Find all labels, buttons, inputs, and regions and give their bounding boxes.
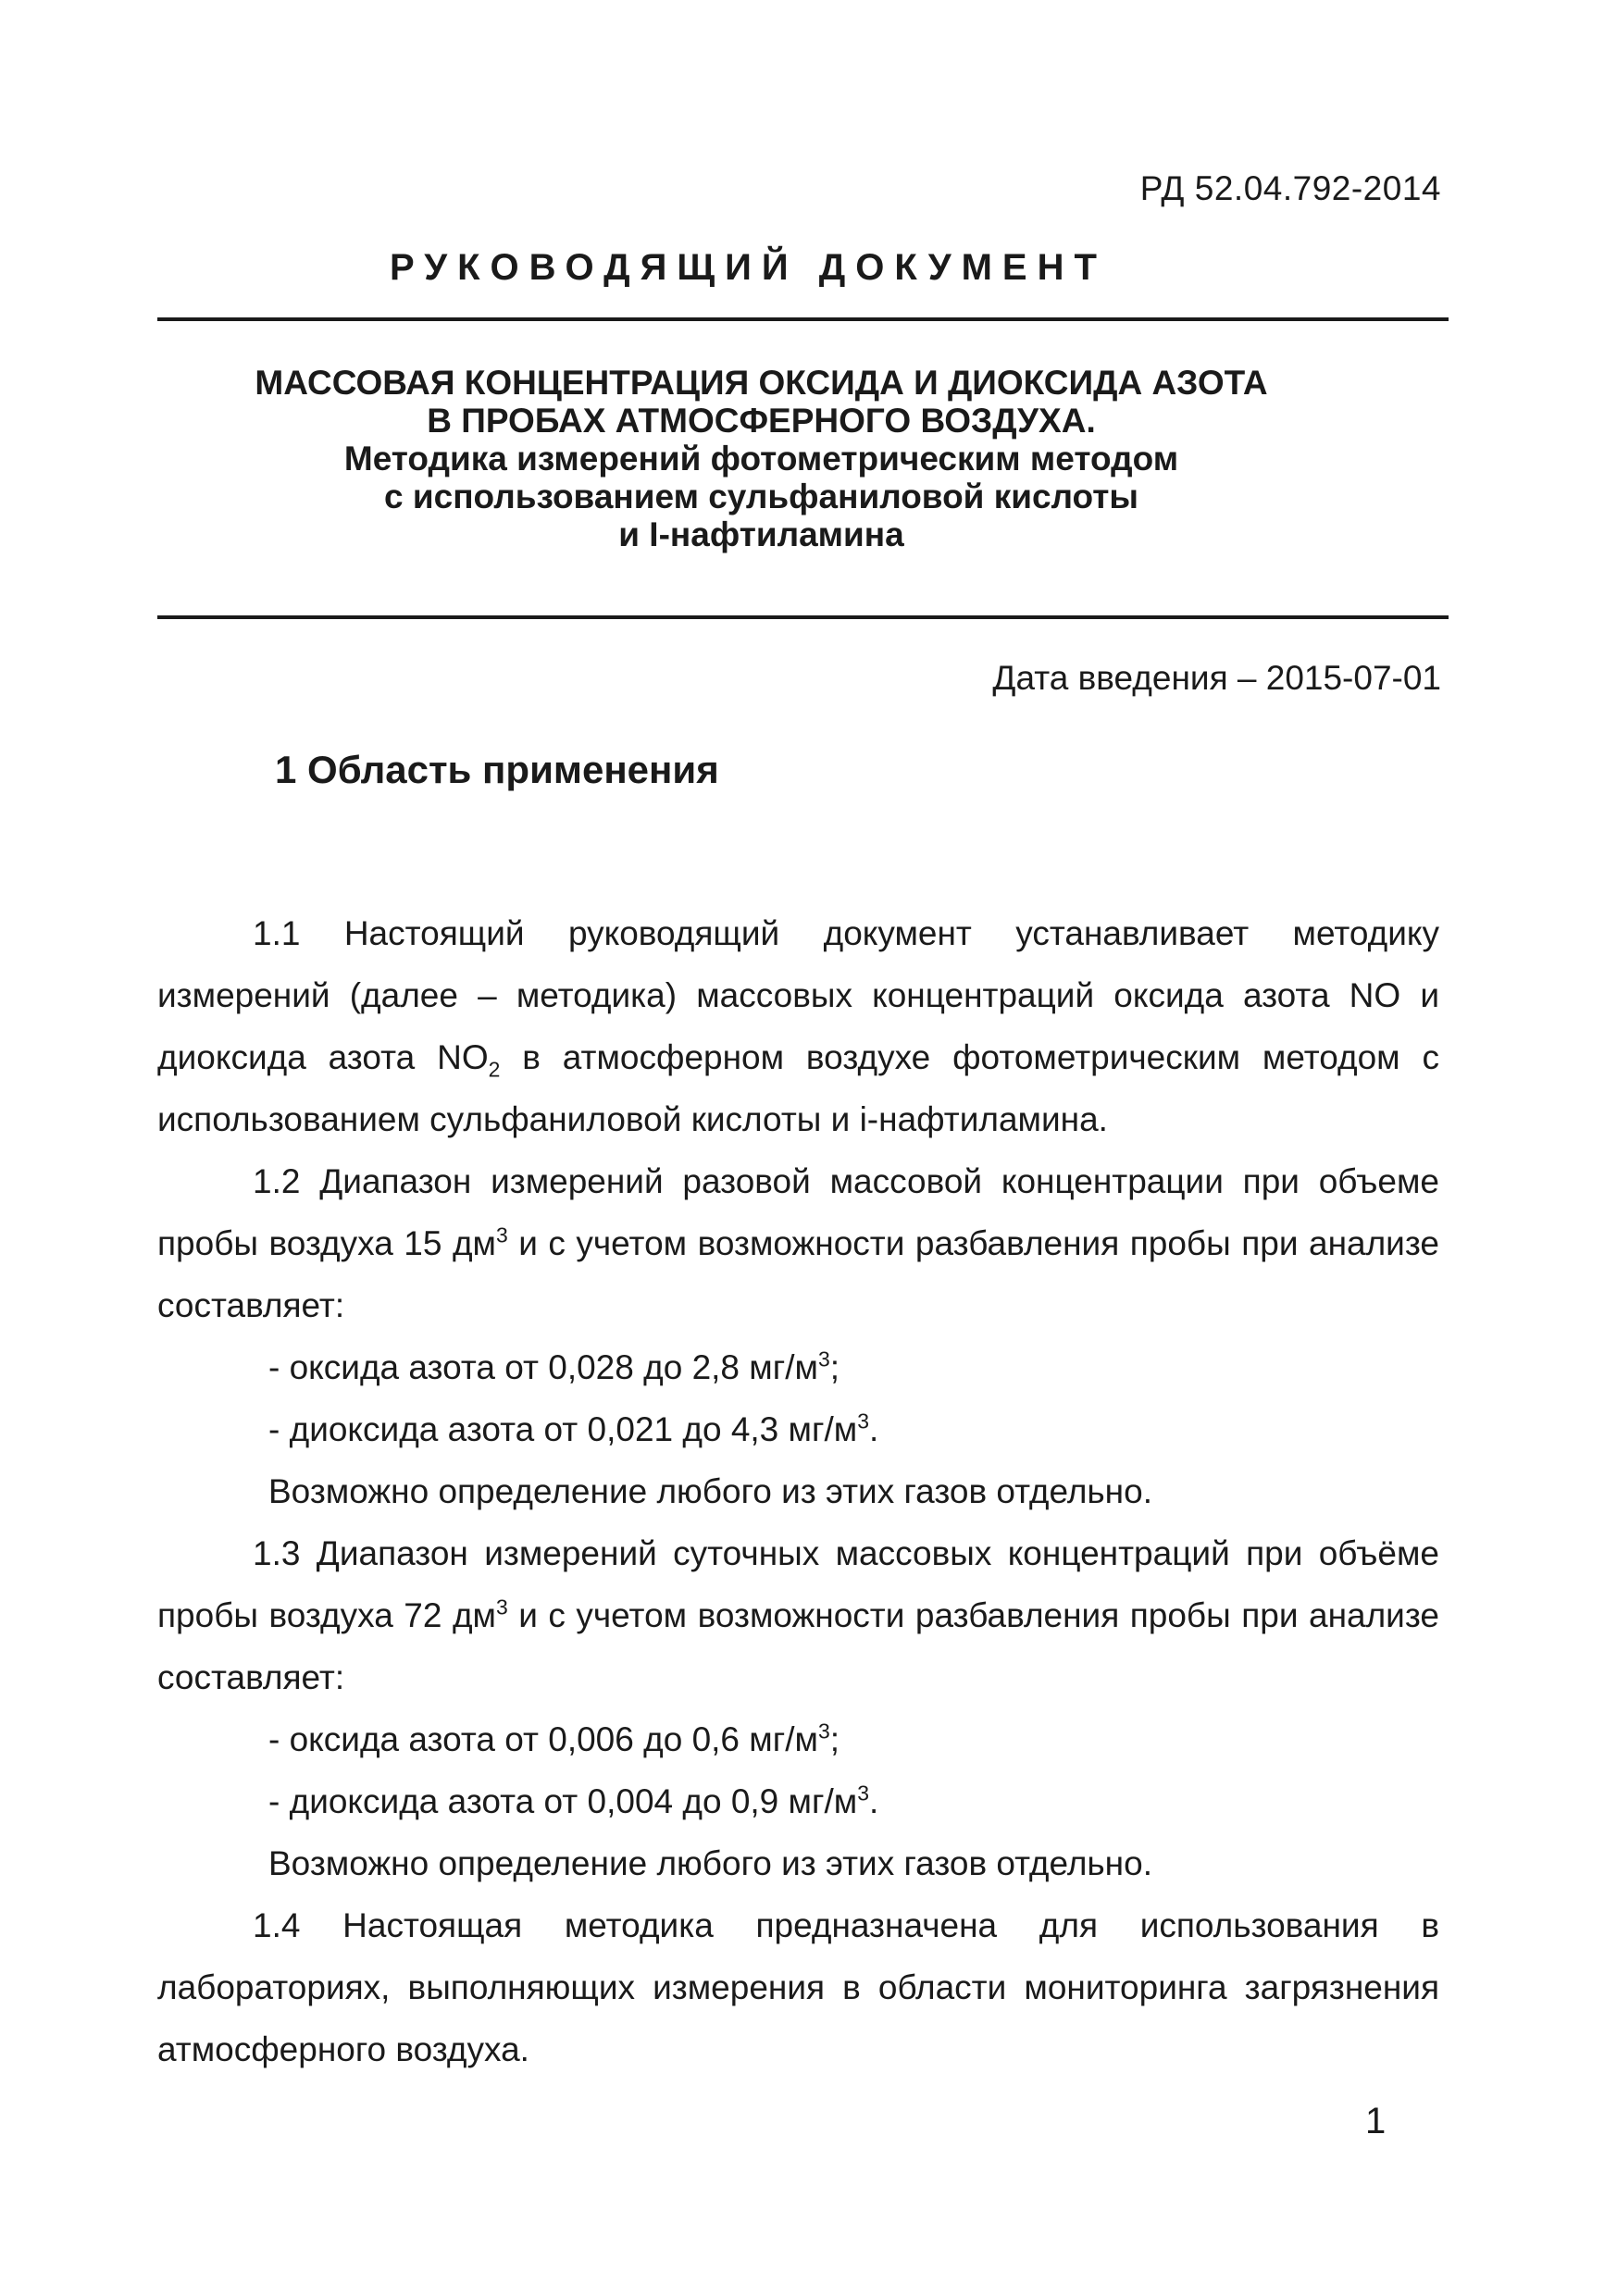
superscript: 3 [857,1409,869,1433]
list-item [157,1336,1439,1398]
list-item [157,1708,1439,1770]
title-bottom-rule [157,615,1449,619]
list-item-text: - оксида азота от 0,006 до 0,6 мг/м [268,1720,818,1758]
superscript: 3 [495,1595,508,1620]
paragraph-1-2 [157,1150,1439,1336]
superscript: 3 [857,1781,869,1806]
paragraph-text: и с учетом возможности разбавления пробы при анализе составляет: [157,1224,1439,1324]
document-type-heading: РУКОВОДЯЩИЙ ДОКУМЕНТ [390,247,1107,288]
superscript: 3 [817,1347,830,1371]
title-line: В ПРОБАХ АТМОСФЕРНОГО ВОЗДУХА. [427,402,1096,440]
list-item-end: ; [829,1720,840,1758]
paragraph-text: 1.3 Диапазон измерений суточных массовых концентраций при объёме пробы воздуха 72 дм [157,1534,1439,1634]
list-item-end: . [868,1782,879,1820]
paragraph-text: и с учетом возможности разбавления пробы при анализе составляет: [157,1596,1439,1696]
title-line: и I-нафтиламина [618,515,904,553]
list-item [157,1398,1439,1460]
title-top-rule [157,317,1449,321]
subscript: 2 [488,1057,501,1082]
paragraph-note: Возможно определение любого из этих газов отдельно. [268,1844,1152,1882]
list-item-text: - оксида азота от 0,028 до 2,8 мг/м [268,1348,818,1386]
list-item-end: . [868,1410,879,1448]
title-line: с использованием сульфаниловой кислоты [384,478,1138,515]
paragraph-text: в атмосферном воздухе фотометрическим методом с использованием сульфаниловой кислоты и i-нафтиламина. [157,1038,1439,1138]
list-item-end: ; [829,1348,840,1386]
title-line: МАССОВАЯ КОНЦЕНТРАЦИЯ ОКСИДА И ДИОКСИДА АЗОТА [255,364,1268,402]
section-heading: 1 Область применения [275,748,719,791]
list-item-text: - диоксида азота от 0,004 до 0,9 мг/м [268,1782,858,1820]
introduction-date: Дата введения – 2015-07-01 [992,659,1441,697]
paragraph-1-3 [157,1522,1439,1708]
document-title [157,364,1449,553]
paragraph-note: Возможно определение любого из этих газов отдельно. [268,1472,1152,1510]
superscript: 3 [817,1719,830,1744]
paragraph-1-4: 1.4 Настоящая методика предназначена для использования в лабораториях, выполняющих измерения в области мониторинга загрязнения атмосферного воздуха. [157,1906,1439,2068]
paragraph-text: 1.2 Диапазон измерений разовой массовой концентрации при объеме пробы воздуха 15 дм [157,1162,1439,1262]
superscript: 3 [495,1222,508,1247]
list-item-text: - диоксида азота от 0,021 до 4,3 мг/м [268,1410,858,1448]
list-item [157,1770,1439,1832]
section-body [157,902,1439,2080]
page-number: 1 [1365,2101,1387,2141]
paragraph-1-1 [157,902,1439,1150]
document-code: РД 52.04.792-2014 [1139,169,1441,207]
paragraph-text: 1.1 Настоящий руководящий документ устанавливает методику измерений (далее – методика) массовых концентраций оксида азота NO и диоксида азота NO [157,914,1439,1076]
title-line: Методика измерений фотометрическим методом [343,440,1179,478]
